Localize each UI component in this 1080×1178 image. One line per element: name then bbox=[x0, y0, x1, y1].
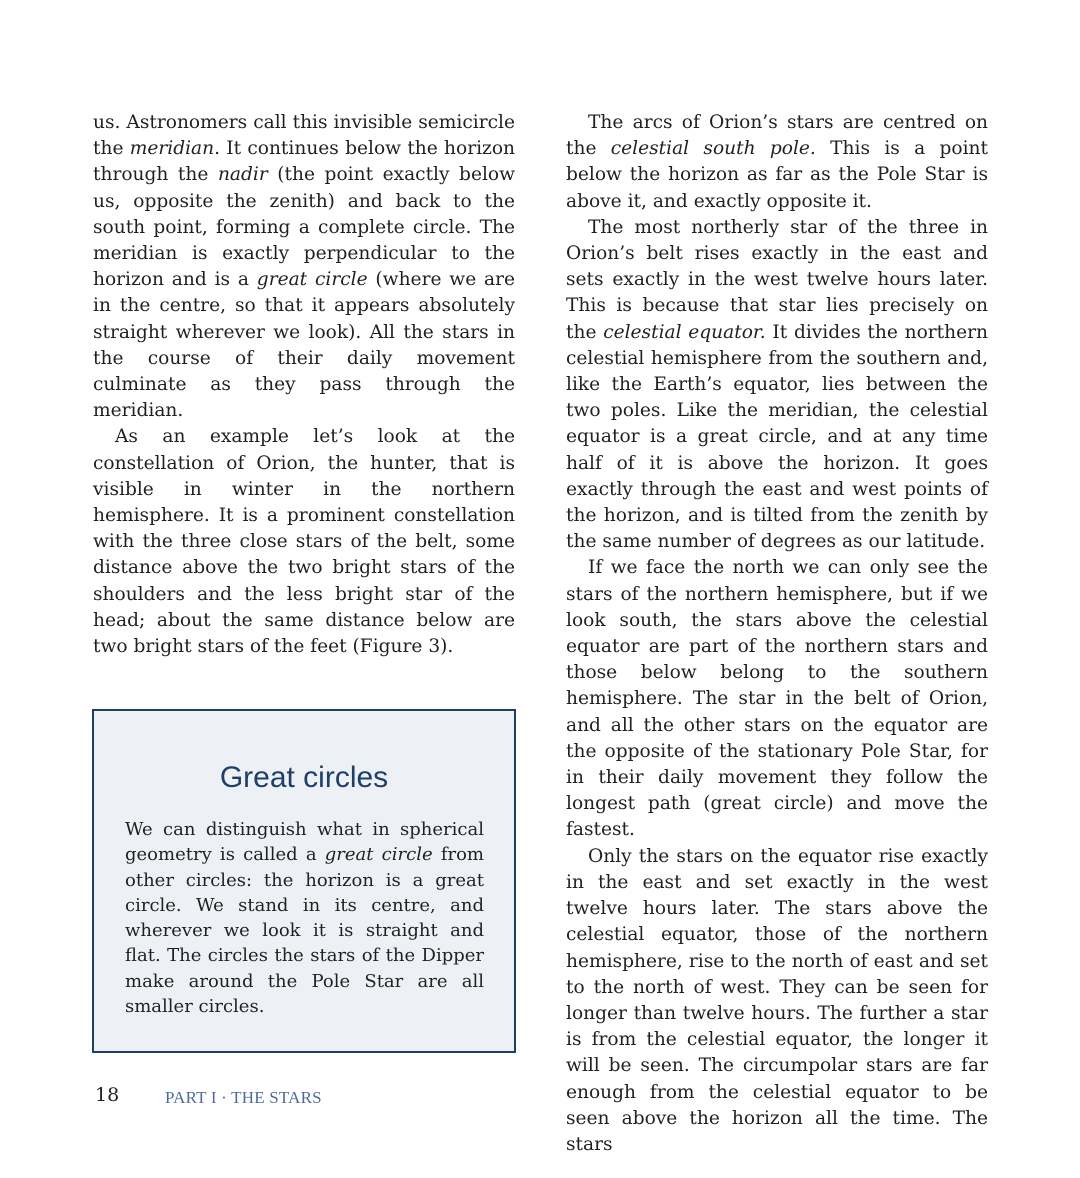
text-run: It divides the northern celestial hemisphere from the southern and, like the Earth’s equator, lies between the two poles. Like the meridian, the celestial equator is a great circle, and at any time half of it is above the horizon. It goes exactly through the east and west points of the horizon, and is tilted from the zenith by the same number of degrees as our latitude. bbox=[566, 321, 988, 553]
text-run: The arcs of Orion’s stars are centred on the bbox=[566, 112, 988, 160]
italic-term: meridian bbox=[129, 138, 215, 160]
text-run: The most northerly star of the three in Orion’s belt rises exactly in the east and sets exactly in the west twelve hours later. This is because that star lies precisely on the bbox=[566, 216, 988, 343]
italic-term: great circle bbox=[256, 269, 368, 291]
italic-term: celestial equator. bbox=[603, 321, 766, 343]
paragraph bbox=[566, 844, 988, 1158]
text-run: This is a point below the horizon as far as the Pole Star is above it, and exactly opposite it. bbox=[566, 138, 988, 212]
right-column bbox=[566, 110, 988, 1158]
running-head: PART I · THE STARS bbox=[165, 1088, 322, 1107]
page-number: 18 bbox=[95, 1084, 120, 1106]
sidebar-title: Great circles bbox=[219, 761, 389, 794]
text-run: from other circles: the horizon is a great circle. We stand in its centre, and wherever we look it is straight and flat. The circles the stars of the Dipper make around the Pole Star are all smaller circles. bbox=[125, 844, 484, 1018]
italic-term: great circle bbox=[324, 844, 433, 866]
paragraph bbox=[566, 215, 988, 556]
text-run: As an example let’s look at the constellation of Orion, the hunter, that is visible in winter in the northern hemisphere. It is a prominent constellation with the three close stars of the belt, some distance above the two bright stars of the shoulders and the less bright star of the head; about the same distance below are two bright stars of the feet (Figure 3). bbox=[93, 426, 515, 658]
sidebar-box-great-circles bbox=[92, 709, 516, 1053]
text-run: (where we are in the centre, so that it appears absolutely straight wherever we look). All the stars in the course of their daily movement culminate as they pass through the meridian. bbox=[93, 269, 515, 422]
text-run: . It continues below the horizon through the bbox=[93, 138, 515, 186]
paragraph bbox=[93, 424, 515, 660]
text-run: us. Astronomers call this invisible semicircle the bbox=[93, 112, 515, 160]
italic-term: celestial south pole. bbox=[610, 138, 816, 160]
paragraph bbox=[93, 110, 515, 424]
sidebar-body bbox=[125, 817, 484, 1019]
text-run: If we face the north we can only see the stars of the northern hemisphere, but if we look south, the stars above the celestial equator are part of the northern stars and those below belong to the southern hemisphere. The star in the belt of Orion, and all the other stars on the equator are the opposite of the stationary Pole Star, for in their daily movement they follow the longest path (great circle) and move the fastest. bbox=[566, 557, 988, 841]
paragraph bbox=[566, 555, 988, 843]
italic-term: nadir bbox=[217, 164, 268, 186]
text-run: Only the stars on the equator rise exactly in the east and set exactly in the west twelve hours later. The stars above the celestial equator, those of the northern hemisphere, rise to the north of east and set to the north of west. They can be seen for longer than twelve hours. The further a star is from the celestial equator, the longer it will be seen. The circumpolar stars are far enough from the celestial equator to be seen above the horizon all the time. The stars bbox=[566, 845, 988, 1155]
text-run: We can distinguish what in spherical geometry is called a bbox=[125, 819, 484, 866]
text-run: (the point exactly below us, opposite the zenith) and back to the south point, forming a complete circle. The meridian is exactly perpendicular to the horizon and is a bbox=[93, 164, 516, 291]
paragraph bbox=[566, 110, 988, 215]
left-column bbox=[93, 110, 515, 660]
